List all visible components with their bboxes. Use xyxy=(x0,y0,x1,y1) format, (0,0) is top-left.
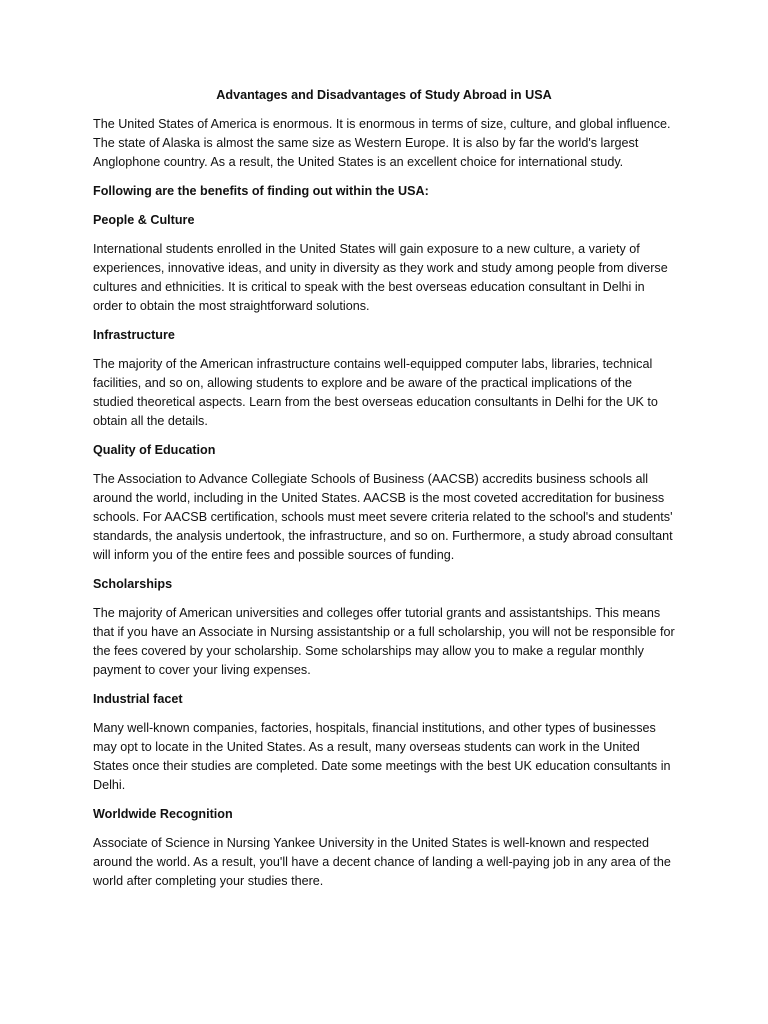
section-heading-infrastructure: Infrastructure xyxy=(93,328,175,342)
document-body xyxy=(93,86,675,901)
intro-paragraph: The United States of America is enormous. It is enormous in terms of size, culture, and global influence. The state of Alaska is almost the same size as Western Europe. It is also by far the world's largest Anglophone country. As a result, the United States is an excellent choice for international study. xyxy=(93,117,671,169)
section-heading-worldwide-recognition: Worldwide Recognition xyxy=(93,807,233,821)
section-body-scholarships: The majority of American universities and colleges offer tutorial grants and assistantships. This means that if you have an Associate in Nursing assistantship or a full scholarship, you will not be responsible for the fees covered by your scholarship. Some scholarships may allow you to make a regular monthly payment to cover your living expenses. xyxy=(93,606,675,677)
section-heading-quality-of-education: Quality of Education xyxy=(93,443,216,457)
benefits-heading: Following are the benefits of finding out within the USA: xyxy=(93,184,429,198)
section-heading-scholarships: Scholarships xyxy=(93,577,173,591)
section-body-people-culture: International students enrolled in the United States will gain exposure to a new culture, a variety of experiences, innovative ideas, and unity in diversity as they work and study among people from diverse cultures and ethnicities. It is critical to speak with the best overseas education consultant in Delhi in order to obtain the most straightforward solutions. xyxy=(93,242,668,313)
section-body-industrial-facet: Many well-known companies, factories, hospitals, financial institutions, and other types of businesses may opt to locate in the United States. As a result, many overseas students can work in the United States once their studies are completed. Date some meetings with the best UK education consultants in Delhi. xyxy=(93,721,671,792)
section-body-quality-of-education: The Association to Advance Collegiate Schools of Business (AACSB) accredits business schools all around the world, including in the United States. AACSB is the most coveted accreditation for business schools. For AACSB certification, schools must meet severe criteria related to the school's and students' standards, the analysis undertook, the infrastructure, and so on. Furthermore, a study abroad consultant will inform you of the entire fees and possible sources of funding. xyxy=(93,472,673,562)
section-heading-people-culture: People & Culture xyxy=(93,213,195,227)
section-body-worldwide-recognition: Associate of Science in Nursing Yankee University in the United States is well-known and respected around the world. As a result, you'll have a decent chance of landing a well-paying job in any area of the world after completing your studies there. xyxy=(93,836,671,888)
section-heading-industrial-facet: Industrial facet xyxy=(93,692,183,706)
document-title: Advantages and Disadvantages of Study Abroad in USA xyxy=(216,88,552,102)
section-body-infrastructure: The majority of the American infrastructure contains well-equipped computer labs, libraries, technical facilities, and so on, allowing students to explore and be aware of the practical implications of the studied theoretical aspects. Learn from the best overseas education consultants in Delhi for the UK to obtain all the details. xyxy=(93,357,658,428)
